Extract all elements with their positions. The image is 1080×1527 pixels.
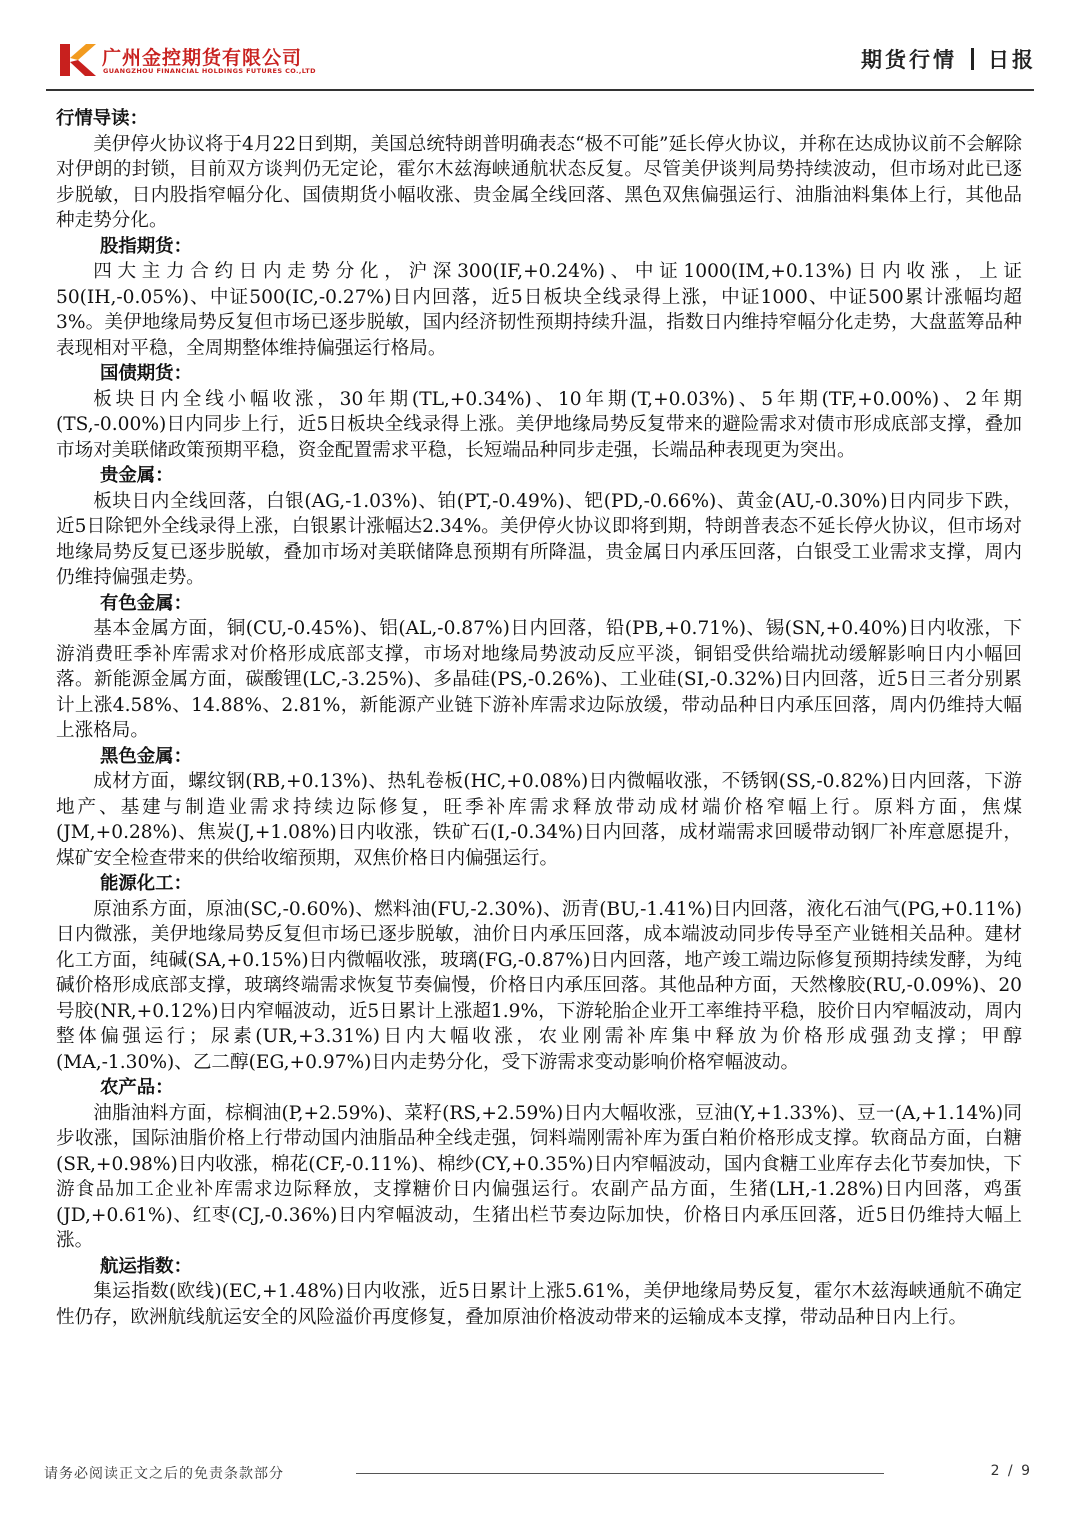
section-text-treasury: 板块日内全线小幅收涨，30年期(TL,+0.34%)、10年期(T,+0.03%)、5年期(TF,+0.00%)、2年期(TS,-0.00%)日内同步上行，近5日板块全线录得上涨。美伊地缘局势反复带来的避险需求对债市形成底部支撑，叠加市场对美联储政策预期平稳，资金配置需求平稳，长短端品种同步走强，长端品种表现更为突出。 <box>56 388 1022 461</box>
section-title-energy-chem: 能源化工： <box>100 873 192 894</box>
report-label <box>861 44 1036 74</box>
report-body <box>56 106 1022 1330</box>
section-title-ferrous: 黑色金属： <box>100 745 192 767</box>
section-text-ferrous: 成材方面，螺纹钢(RB,+0.13%)、热轧卷板(HC,+0.08%)日内微幅收涨，不锈钢(SS,-0.82%)日内回落，下游地产、基建与制造业需求持续边际修复，旺季补库需求释放带动成材端价格窄幅上行。原料方面，焦煤(JM,+0.28%)、焦炭(J,+1.08%)日内收涨，铁矿石(I,-0.34%)日内回落，成材端需求回暖带动钢厂补库意愿提升，煤矿安全检查带来的供给收缩预期，双焦价格日内偏强运行。 <box>56 771 1022 869</box>
section-title-agriculture: 农产品： <box>100 1077 174 1098</box>
disclaimer-note: 请务必阅读正文之后的免责条款部分 <box>44 1466 284 1482</box>
section-text-stock-index: 四大主力合约日内走势分化，沪深300(IF,+0.24%)、中证1000(IM,+0.13%)日内收涨，上证50(IH,-0.05%)、中证500(IC,-0.27%)日内回落，近5日板块全线录得上涨，中证1000、中证500累计涨幅均超3%。美伊地缘局势反复但市场已逐步脱敏，国内经济韧性预期持续升温，指数日内维持窄幅分化走势，大盘蓝筹品种表现相对平稳，全周期整体维持偏强运行格局。 <box>56 261 1022 359</box>
section-text-nonferrous: 基本金属方面，铜(CU,-0.45%)、铝(AL,-0.87%)日内回落，铅(PB,+0.71%)、锡(SN,+0.40%)日内收涨，下游消费旺季补库需求对价格形成底部支撑，市场对地缘局势波动反应平淡，铜铝受供给端扰动缓解影响日内小幅回落。新能源金属方面，碳酸锂(LC,-3.25%)、多晶硅(PS,-0.26%)、工业硅(SI,-0.32%)日内回落，近5日三者分别累计上涨4.58%、14.88%、2.81%，新能源产业链下游补库需求边际放缓，带动品种日内承压回落，周内仍维持大幅上涨格局。 <box>56 618 1022 741</box>
page-number: 2 / 9 <box>990 1463 1032 1479</box>
section-text-energy-chem: 原油系方面，原油(SC,-0.60%)、燃料油(FU,-2.30%)、沥青(BU,-1.41%)日内回落，液化石油气(PG,+0.11%)日内微涨，美伊地缘局势反复但市场已逐步脱敏，油价日内承压回落，成本端波动同步传导至产业链相关品种。建材化工方面，纯碱(SA,+0.15%)日内微幅收涨，玻璃(FG,-0.87%)日内回落，地产竣工端边际修复预期持续发酵，为纯碱价格形成底部支撑，玻璃终端需求恢复节奏偏慢，价格日内承压回落。其他品种方面，天然橡胶(RU,-0.09%)、20号胶(NR,+0.12%)日内窄幅波动，近5日累计上涨超1.9%，下游轮胎企业开工率维持平稳，胶价日内窄幅波动，周内整体偏强运行；尿素(UR,+3.31%)日内大幅收涨，农业刚需补库集中释放为价格形成强劲支撑；甲醇(MA,-1.30%)、乙二醇(EG,+0.97%)日内走势分化，受下游需求变动影响价格窄幅波动。 <box>56 898 1022 1073</box>
report-frequency: 日报 <box>988 48 1036 72</box>
section-text-precious-metals: 板块日内全线回落，白银(AG,-1.03%)、铂(PT,-0.49%)、钯(PD,-0.66%)、黄金(AU,-0.30%)日内同步下跌，近5日除钯外全线录得上涨，白银累计涨幅达2.34%。美伊停火协议即将到期，特朗普表态不延长停火协议，但市场对地缘局势反复已逐步脱敏，叠加市场对美联储降息预期有所降温，贵金属日内承压回落，白银受工业需求支撑，周内仍维持偏强走势。 <box>56 490 1022 588</box>
report-type: 期货行情 <box>861 48 957 72</box>
section-title-shipping: 航运指数： <box>100 1255 192 1277</box>
company-name-en: GUANGZHOU FINANCIAL HOLDINGS FUTURES CO.,LTD <box>103 67 316 75</box>
company-logo <box>58 40 358 80</box>
page-footer <box>44 1461 1036 1485</box>
header-separator <box>971 48 974 70</box>
section-text-agriculture: 油脂油料方面，棕榈油(P,+2.59%)、菜籽(RS,+2.59%)日内大幅收涨，豆油(Y,+1.33%)、豆一(A,+1.14%)同步收涨，国际油脂价格上行带动国内油脂品种全线走强，饲料端刚需补库为蛋白粕价格形成支撑。软商品方面，白糖(SR,+0.98%)日内收涨，棉花(CF,-0.11%)、棉纱(CY,+0.35%)日内窄幅波动，国内食糖工业库存去化节奏加快，下游食品加工企业补库需求边际释放，支撑糖价日内偏强运行。农副产品方面，生猪(LH,-1.28%)日内回落，鸡蛋(JD,+0.61%)、红枣(CJ,-0.36%)日内窄幅波动，生猪出栏节奏边际加快，价格日内承压回落，近5日仍维持大幅上涨。 <box>56 1102 1022 1251</box>
page-header <box>0 0 1080 100</box>
section-title-precious-metals: 贵金属： <box>100 465 174 486</box>
section-title-nonferrous: 有色金属： <box>100 592 192 614</box>
section-title-treasury: 国债期货： <box>100 363 192 384</box>
k-logo-icon <box>58 40 98 80</box>
intro-paragraph: 美伊停火协议将于4月22日到期，美国总统特朗普明确表态“极不可能”延长停火协议，并称在达成协议前不会解除对伊朗的封锁，目前双方谈判仍无定论，霍尔木兹海峡通航状态反复。尽管美伊谈判局势持续波动，但市场对此已逐步脱敏，日内股指窄幅分化、国债期货小幅收涨、贵金属全线回落、黑色双焦偏强运行、油脂油料集体上行，其他品种走势分化。 <box>56 133 1022 231</box>
company-name-cn: 广州金控期货有限公司 <box>102 47 303 69</box>
header-divider <box>46 89 1034 91</box>
section-title-stock-index: 股指期货： <box>100 235 192 257</box>
intro-title: 行情导读： <box>56 108 148 129</box>
footer-divider <box>356 1473 884 1474</box>
section-text-shipping: 集运指数(欧线)(EC,+1.48%)日内收涨，近5日累计上涨5.61%，美伊地缘局势反复，霍尔木兹海峡通航不确定性仍存，欧洲航线航运安全的风险溢价再度修复，叠加原油价格波动带来的运输成本支撑，带动品种日内上行。 <box>56 1281 1022 1328</box>
